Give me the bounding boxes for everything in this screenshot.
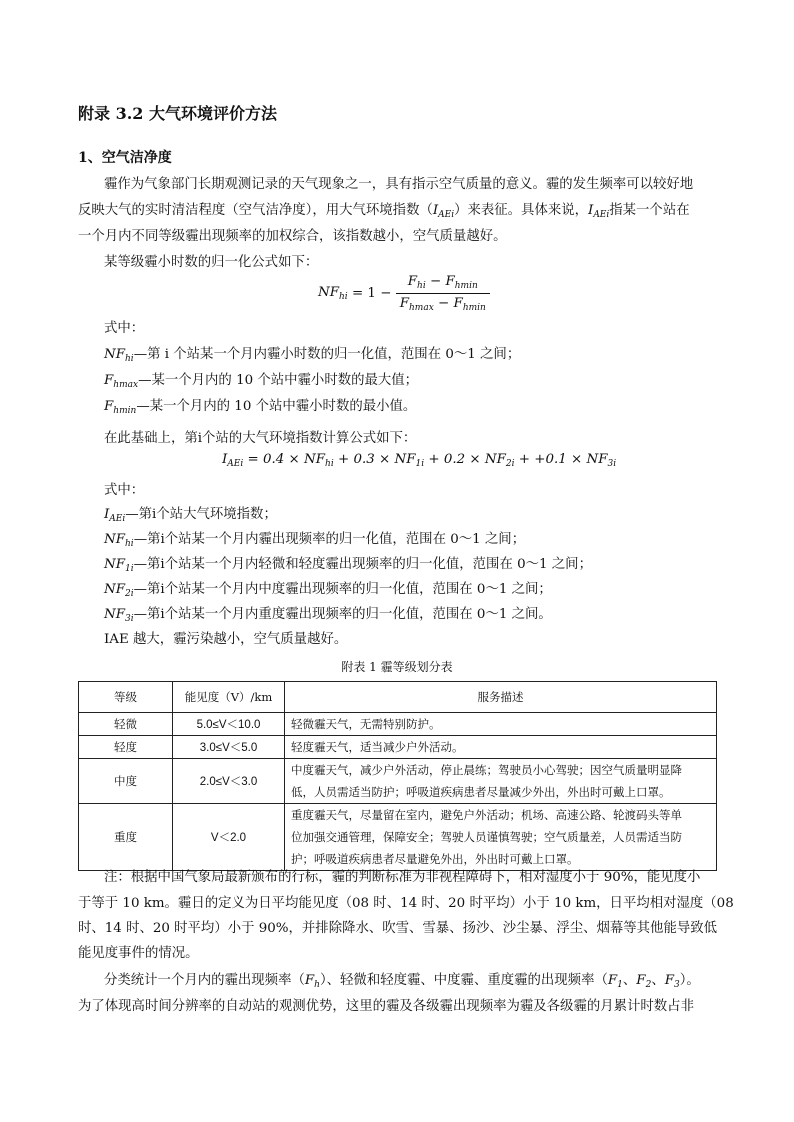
note-line2: 于等于 10 km。霾日的定义为日平均能见度（08 时、14 时、20 时平均）小于 10 km，日平均相对湿度（08 — [78, 896, 734, 911]
definition-nf-2i: $NF_{2i}—$第i个站某一个月内中度霾出现频率的归一化值，范围在 0～1 之间； — [104, 582, 552, 599]
definition-nf-hi: $NF_{hi}—$第 i 个站某一个月内霾小时数的归一化值，范围在 0～1 之间； — [104, 347, 521, 364]
iaei-symbol: $I_{AEi}$ — [588, 203, 610, 220]
para1-line1: 霾作为气象部门长期观测记录的天气现象之一，具有指示空气质量的意义。霾的发生频率可以较好地 — [104, 177, 694, 192]
formula-fraction: $\frac{F_{hi} - F_{hmin}}{F_{hmax} - F_{hmin}}$ — [396, 274, 490, 313]
formula2-intro: 在此基础上，第i个站的大气环境指数计算公式如下： — [104, 431, 417, 446]
header-visibility: 能见度（V）/km — [173, 682, 285, 713]
table-row: 轻度 3.0≤V＜5.0 轻度霾天气，适当减少户外活动。 — [79, 736, 717, 759]
definition-nf-hi-2: $NF_{hi}—$第i个站某一个月内霾出现频率的归一化值，范围在 0～1 之间； — [104, 532, 526, 549]
haze-grade-table — [78, 681, 717, 871]
index-formula: $I_{AEi} = 0.4 \times NF_{hi} + 0.3 \times NF_{1i} + 0.2 \times NF_{2i} + +0.1 \times NF_{3i}$ — [222, 452, 617, 469]
where-label-2: 式中： — [104, 483, 145, 498]
formula-intro: 某等级霾小时数的归一化公式如下： — [104, 255, 319, 270]
definition-f-hmax: $F_{hmax}—$某一个月内的 10 个站中霾小时数的最大值； — [104, 373, 419, 390]
table-caption: 附表 1 霾等级划分表 — [341, 660, 453, 674]
definition-f-hmin: $F_{hmin}—$某一个月内的 10 个站中霾小时数的最小值。 — [104, 399, 417, 416]
definition-nf-3i: $NF_{3i}—$第i个站某一个月内重度霾出现频率的归一化值，范围在 0～1 之间。 — [104, 607, 552, 624]
normalization-formula: $NF_{hi} = 1$ − $\frac{F_{hi} - F_{hmin}}{F_{hmax} - F_{hmin}}$ — [318, 274, 490, 313]
header-level: 等级 — [79, 682, 173, 713]
para1-line2: 反映大气的实时清洁程度（空气洁净度），用大气环境指数$(I_{AEi})$来表征。具体来说，$I_{AEi}$指某一个站在 — [78, 203, 690, 220]
appendix-heading: 附录 3.2 大气环境评价方法 — [78, 104, 277, 123]
definition-nf-1i: $NF_{1i}—$第i个站某一个月内轻微和轻度霾出现频率的归一化值，范围在 0～1 之间； — [104, 557, 592, 574]
where-label-1: 式中： — [104, 321, 145, 336]
table-row: 重度 V＜2.0 重度霾天气，尽量留在室内，避免户外活动；机场、高速公路、轮渡码头等单 位加强交通管理，保障安全；驾驶人员谨慎驾驶；空气质量差，人员需适当防 护；呼吸道疾病患者尽量避免外出，外出时可戴上口罩。 — [79, 804, 717, 871]
last-para-line1: 分类统计一个月内的霾出现频率$(F_h)$、轻微和轻度霾、中度霾、重度霾的出现频率（$F_1$、$F_2$、$F_3$）。 — [104, 973, 700, 990]
iaei-symbol: $I_{AEi}$ — [432, 203, 455, 220]
note-line3: 时、14 时、20 时平均）小于 90%，并排除降水、吹雪、雪暴、扬沙、沙尘暴、浮尘、烟幕等其他能导致低 — [78, 921, 718, 936]
last-para-line2: 为了体现高时间分辨率的自动站的观测优势，这里的霾及各级霾出现频率为霾及各级霾的月累计时数占非 — [78, 999, 694, 1014]
note-line1: 注：根据中国气象局最新颁布的行标，霾的判断标准为非视程障碍下，相对湿度小于 90%，能见度小 — [104, 870, 701, 885]
note-line4: 能见度事件的情况。 — [78, 946, 199, 961]
table-row: 轻微 5.0≤V＜10.0 轻微霾天气，无需特别防护。 — [79, 713, 717, 736]
header-description: 服务描述 — [285, 682, 717, 713]
definition-iaei: $I_{AEi}—$第i个站大气环境指数； — [104, 507, 277, 524]
section-heading-air-cleanliness: 1、空气洁净度 — [78, 150, 172, 166]
table-row: 中度 2.0≤V＜3.0 中度霾天气，减少户外活动，停止晨练；驾驶员小心驾驶；因空气质量明显降 低，人员需适当防护；呼吸道疾病患者尽量减少外出，外出时可戴上口罩。 — [79, 759, 717, 804]
para1-line3: 一个月内不同等级霾出现频率的加权综合，该指数越小，空气质量越好。 — [78, 229, 507, 244]
table-header-row — [79, 682, 717, 713]
conclusion-text: IAE 越大，霾污染越小，空气质量越好。 — [104, 632, 348, 647]
